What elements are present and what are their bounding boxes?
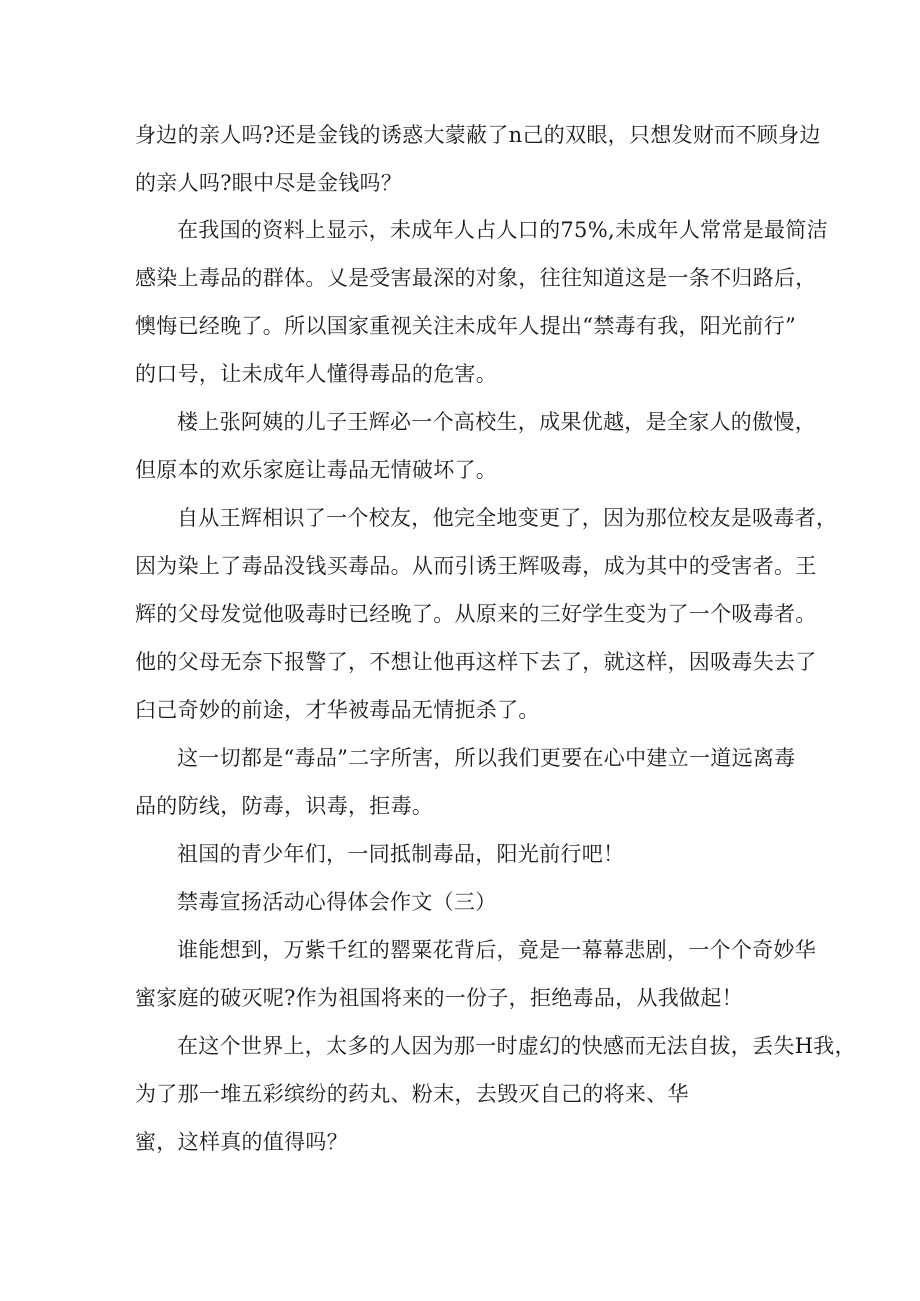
text-line: 蜜，这样真的值得吗？ — [135, 1130, 348, 1154]
paragraph-start-line: 在这个世界上，太多的人因为那一时虚幻的快感而无法自拔，丢失H我， — [177, 1034, 856, 1058]
text-line: 辉的父母发觉他吸毒时已经晚了。从原来的三好学生变为了一个吸毒者。 — [135, 602, 817, 626]
text-line: 感染上毒品的群体。乂是受害最深的对象，往往知道这是一条不归路后， — [135, 266, 817, 290]
text-line: 因为染上了毒品没钱买毒品。从而引诱王辉吸毒，成为其中的受害者。王 — [135, 554, 817, 578]
paragraph-start-line: 谁能想到，万紫千红的罂粟花背后，竟是一幕幕悲剧，一个个奇妙华 — [177, 938, 816, 962]
text-line: 懊悔已经晚了。所以国家重视关注未成年人提出“禁毒有我，阳光前行” — [135, 314, 797, 338]
text-line: 品的防线，防毒，识毒，拒毒。 — [135, 794, 434, 818]
text-line: 为了那一堆五彩缤纷的药丸、粉末，去毁灭自己的将来、华 — [135, 1082, 689, 1106]
paragraph-start-line: 在我国的资料上显示，未成年人占人口的75%,未成年人常常是最简洁 — [177, 218, 828, 242]
text-line: 臼己奇妙的前途，才华被毒品无情扼杀了。 — [135, 698, 540, 722]
text-line: 身边的亲人吗?还是金钱的诱惑大蒙蔽了n己的双眼，只想发财而不顾身边 — [135, 123, 821, 147]
paragraph-start-line: 自从王辉相识了一个校友，他完全地变更了，因为那位校友是吸毒者， — [177, 506, 838, 530]
paragraph-start-line: 祖国的青少年们，一同抵制毒品，阳光前行吧！ — [177, 842, 625, 866]
section-heading: 禁毒宣扬活动心得体会作文（三） — [177, 890, 497, 914]
text-line: 他的父母无奈下报警了，不想让他再这样下去了，就这样，因吸毒失去了 — [135, 650, 817, 674]
text-line: 的口号，让未成年人懂得毒品的危害。 — [135, 362, 498, 386]
paragraph-start-line: 楼上张阿姨的儿子王辉必一个高校生，成果优越，是全家人的傲慢， — [177, 410, 816, 434]
text-line: 的亲人吗?眼中尽是金钱吗？ — [135, 171, 403, 195]
text-line: 但原本的欢乐家庭让毒品无情破坏了。 — [135, 458, 498, 482]
paragraph-start-line: 这一切都是“毒品”二字所害，所以我们更要在心中建立一道远离毒 — [177, 746, 796, 770]
text-line: 蜜家庭的破灭呢?作为祖国将来的一份子，拒绝毒品，从我做起！ — [135, 986, 743, 1010]
